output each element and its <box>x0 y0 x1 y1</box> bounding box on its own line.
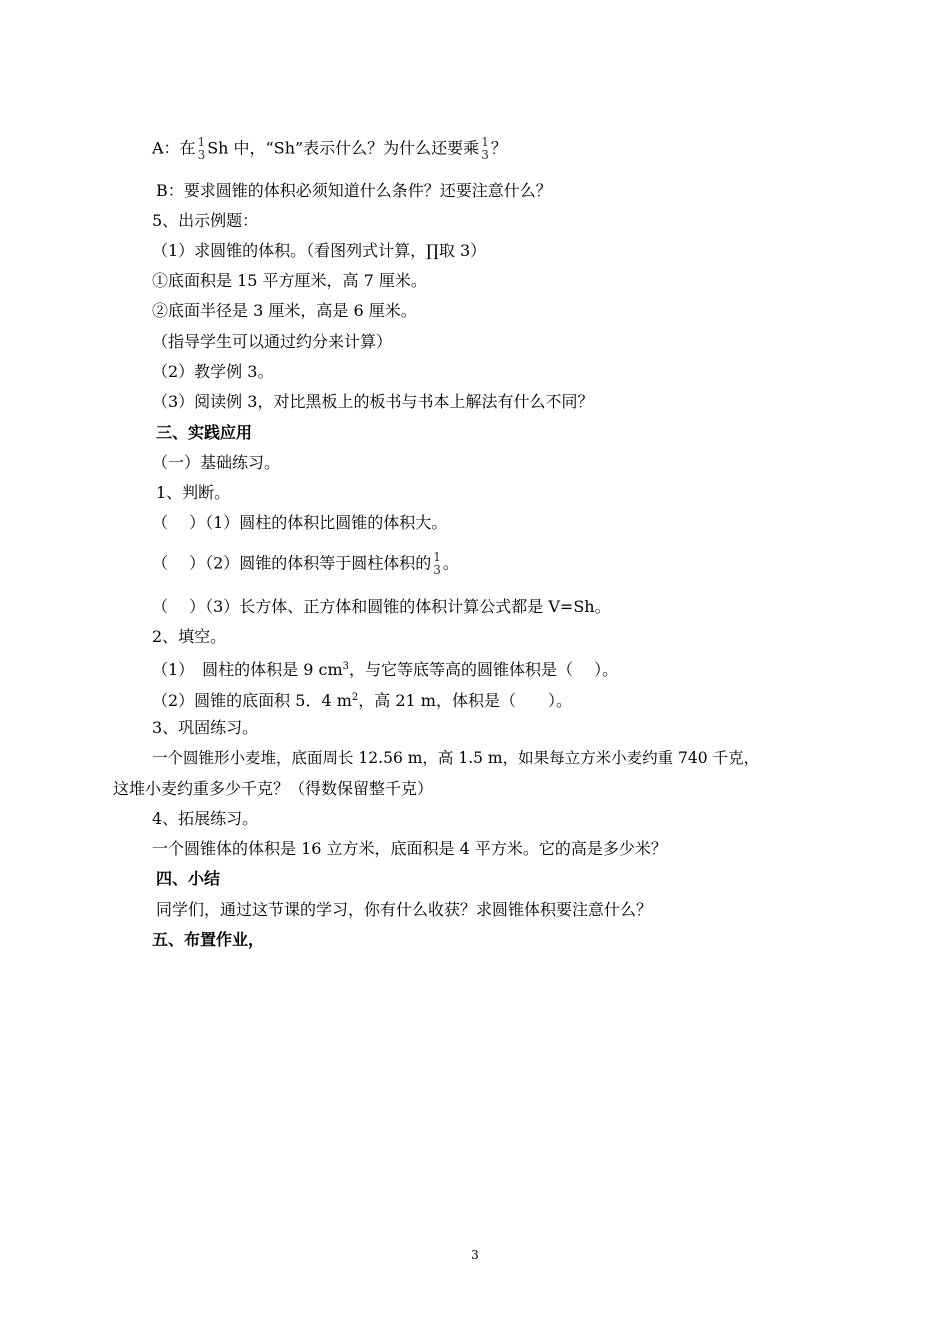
frac-num: 1 <box>481 135 489 149</box>
fraction-one-third <box>198 136 206 162</box>
page-number: 3 <box>471 1248 479 1262</box>
example-3: （3）阅读例 3，对比黑板上的板书与书本上解法有什么不同？ <box>152 392 594 411</box>
section-heading-3: 三、实践应用 <box>156 423 253 442</box>
consolidate-heading: 3、巩固练习。 <box>152 718 259 737</box>
superscript: 3 <box>342 661 350 672</box>
question-a <box>152 136 507 162</box>
frac-den: 3 <box>433 563 441 577</box>
fill-2 <box>152 688 572 711</box>
consolidate-problem-line2: 这堆小麦约重多少千克？（得数保留整千克） <box>113 779 434 798</box>
text: （2）圆锥的底面积 5．4 m <box>152 691 352 710</box>
extend-problem: 一个圆锥体的体积是 16 立方米，底面积是 4 平方米。它的高是多少米？ <box>152 839 667 858</box>
fill-1 <box>152 657 618 680</box>
text: ，与它等底等高的圆锥体积是（ ）。 <box>349 660 619 679</box>
example-2: （2）教学例 3。 <box>152 362 274 381</box>
example-1b: ②底面半径是 3 厘米，高是 6 厘米。 <box>152 301 417 320</box>
fill-heading: 2、填空。 <box>152 627 227 646</box>
text: ，高 21 m，体积是（ ）。 <box>358 691 572 710</box>
question-b: B：要求圆锥的体积必须知道什么条件？还要注意什么？ <box>156 181 552 200</box>
text: ？ <box>490 138 507 158</box>
frac-den: 3 <box>481 148 489 162</box>
frac-num: 1 <box>433 550 441 564</box>
extend-heading: 4、拓展练习。 <box>152 809 259 828</box>
fraction-one-third <box>481 136 489 162</box>
guide-note: （指导学生可以通过约分来计算） <box>152 332 393 351</box>
section-heading-4: 四、小结 <box>156 869 221 888</box>
text: Sh 中，“Sh”表示什么？为什么还要乘 <box>207 138 480 158</box>
consolidate-problem-line1: 一个圆锥形小麦堆，底面周长 12.56 m，高 1.5 m，如果每立方米小麦约重 740 千克， <box>152 749 760 767</box>
text: （ ）（2）圆锥的体积等于圆柱体积的 <box>152 553 432 573</box>
text: （1） 圆柱的体积是 9 cm <box>152 660 343 679</box>
frac-num: 1 <box>197 135 206 149</box>
judge-3: （ ）（3）长方体、正方体和圆锥的体积计算公式都是 V=Sh。 <box>152 597 611 616</box>
section-heading-5: 五、布置作业， <box>152 930 265 949</box>
example-heading: 5、出示例题： <box>152 211 259 230</box>
summary-text: 同学们，通过这节课的学习，你有什么收获？求圆锥体积要注意什么？ <box>156 900 653 919</box>
judge-2 <box>152 551 459 577</box>
superscript: 2 <box>351 692 359 703</box>
example-1: （1）求圆锥的体积。（看图列式计算，∏取 3） <box>152 241 487 260</box>
fraction-one-third <box>433 551 441 577</box>
frac-den: 3 <box>197 148 206 162</box>
example-1a: ①底面积是 15 平方厘米，高 7 厘米。 <box>152 271 427 290</box>
text: A：在 <box>152 138 196 158</box>
judge-heading: 1、判断。 <box>156 483 231 502</box>
judge-1: （ ）（1）圆柱的体积比圆锥的体积大。 <box>152 513 448 532</box>
basic-practice: （一）基础练习。 <box>152 453 281 472</box>
text: 。 <box>442 553 459 573</box>
